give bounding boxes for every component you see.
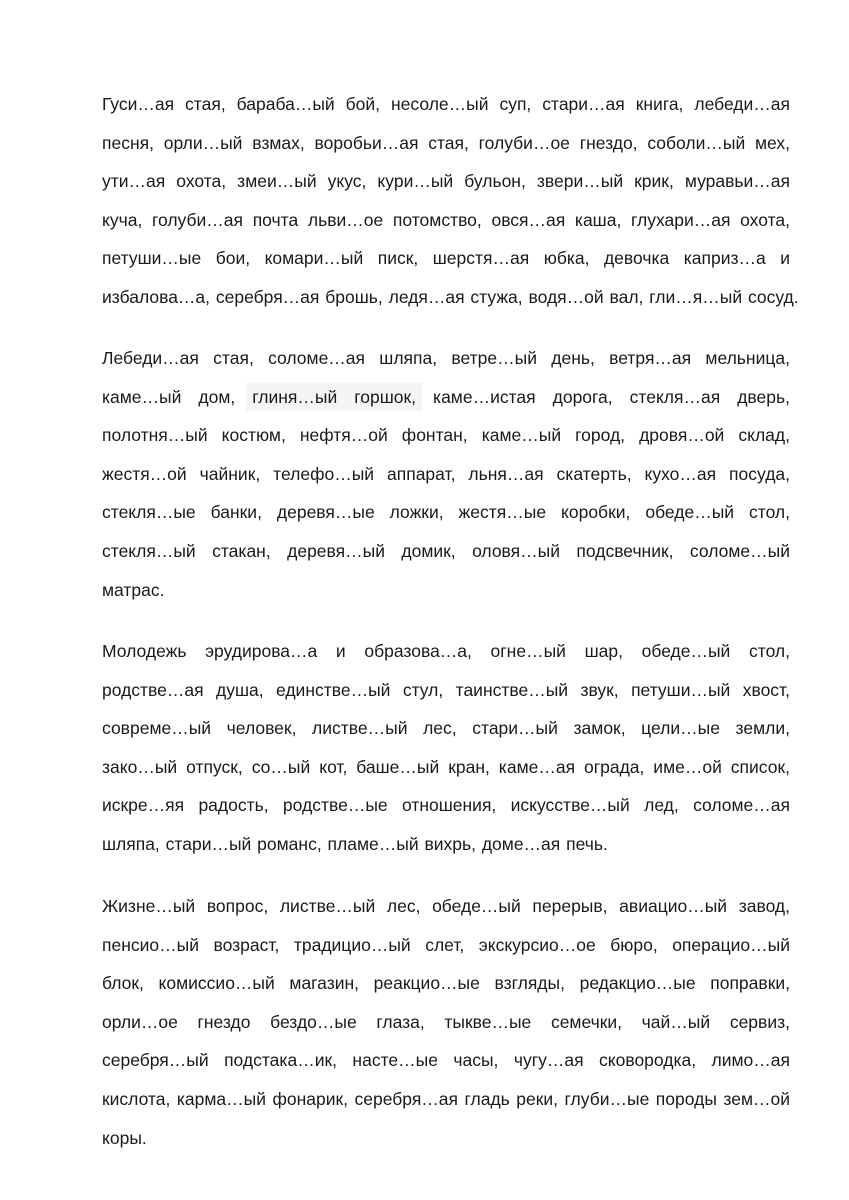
text-line: полотня…ый костюм, нефтя…ой фонтан, каме…ый город, дровя…ой склад, xyxy=(102,425,790,446)
text-segment: каме…ый дом, xyxy=(102,386,236,407)
text-line: стекля…ый стакан, деревя…ый домик, оловя…ый подсвечник, соломе…ый xyxy=(102,540,790,561)
text-line: песня, орли…ый взмах, воробьи…ая стая, голуби…ое гнездо, соболи…ый мех, xyxy=(102,132,790,153)
text-line: куча, голуби…ая почта льви…ое потомство, овся…ая каша, глухари…ая охота, xyxy=(102,209,790,230)
text-line: серебря…ый подстака…ик, насте…ые часы, чугу…ая сковородка, лимо…ая xyxy=(102,1050,790,1071)
text-line: искре…яя радость, родстве…ые отношения, искусстве…ый лед, соломе…ая xyxy=(102,795,790,816)
text-line: Молодежь эрудирова…а и образова…а, огне…ый шар, обеде…ый стол, xyxy=(102,641,790,661)
text-line: коры. xyxy=(102,1127,147,1148)
text-line: Жизне…ый вопрос, листве…ый лес, обеде…ый перерыв, авиацио…ый завод, xyxy=(102,896,790,916)
text-line: стекля…ые банки, деревя…ые ложки, жестя…ые коробки, обеде…ый стол, xyxy=(102,502,790,523)
text-line: зако…ый отпуск, со…ый кот, баше…ый кран, каме…ая ограда, име…ой список, xyxy=(102,756,790,777)
text-line: совреме…ый человек, листве…ый лес, стари…ый замок, цели…ые земли, xyxy=(102,718,790,739)
text-line: блок, комиссио…ый магазин, реакцио…ые взгляды, редакцио…ые поправки, xyxy=(102,973,790,994)
highlighted-phrase: глиня…ый горшок, xyxy=(246,383,422,411)
exercise-paragraph-4 xyxy=(102,887,790,1157)
text-line: кислота, карма…ый фонарик, серебря…ая гладь реки, глуби…ые породы зем…ой xyxy=(102,1088,790,1109)
text-line: шляпа, стари…ый романс, пламе…ый вихрь, доме…ая печь. xyxy=(102,833,608,854)
exercise-paragraph-1 xyxy=(102,85,799,317)
text-line: жестя…ой чайник, телефо…ый аппарат, льня…ая скатерть, кухо…ая посуда, xyxy=(102,463,790,484)
text-line: Лебеди…ая стая, соломе…ая шляпа, ветре…ый день, ветря…ая мельница, xyxy=(102,348,790,368)
text-line: Гуси…ая стая, бараба…ый бой, несоле…ый суп, стари…ая книга, лебеди…ая xyxy=(102,94,790,114)
text-segment: каме…истая дорога, стекля…ая дверь, xyxy=(433,386,790,407)
text-line: ути…ая охота, змеи…ый укус, кури…ый бульон, звери…ый крик, муравьи…ая xyxy=(102,171,790,192)
exercise-paragraph-2 xyxy=(102,339,790,609)
text-line: избалова…а, серебря…ая брошь, ледя…ая стужа, водя…ой вал, гли…я…ый сосуд. xyxy=(102,286,799,307)
text-line: петуши…ые бои, комари…ый писк, шерстя…ая юбка, девочка каприз…а и xyxy=(102,248,790,269)
text-line: орли…ое гнездо бездо…ые глаза, тыкве…ые семечки, чай…ый сервиз, xyxy=(102,1011,790,1032)
exercise-paragraph-3 xyxy=(102,632,790,864)
text-line: пенсио…ый возраст, традицио…ый слет, экскурсио…ое бюро, операцио…ый xyxy=(102,934,790,955)
text-line-with-highlight xyxy=(102,378,790,417)
text-line: родстве…ая душа, единстве…ый стул, таинстве…ый звук, петуши…ый хвост, xyxy=(102,679,790,700)
text-line: матрас. xyxy=(102,579,165,600)
